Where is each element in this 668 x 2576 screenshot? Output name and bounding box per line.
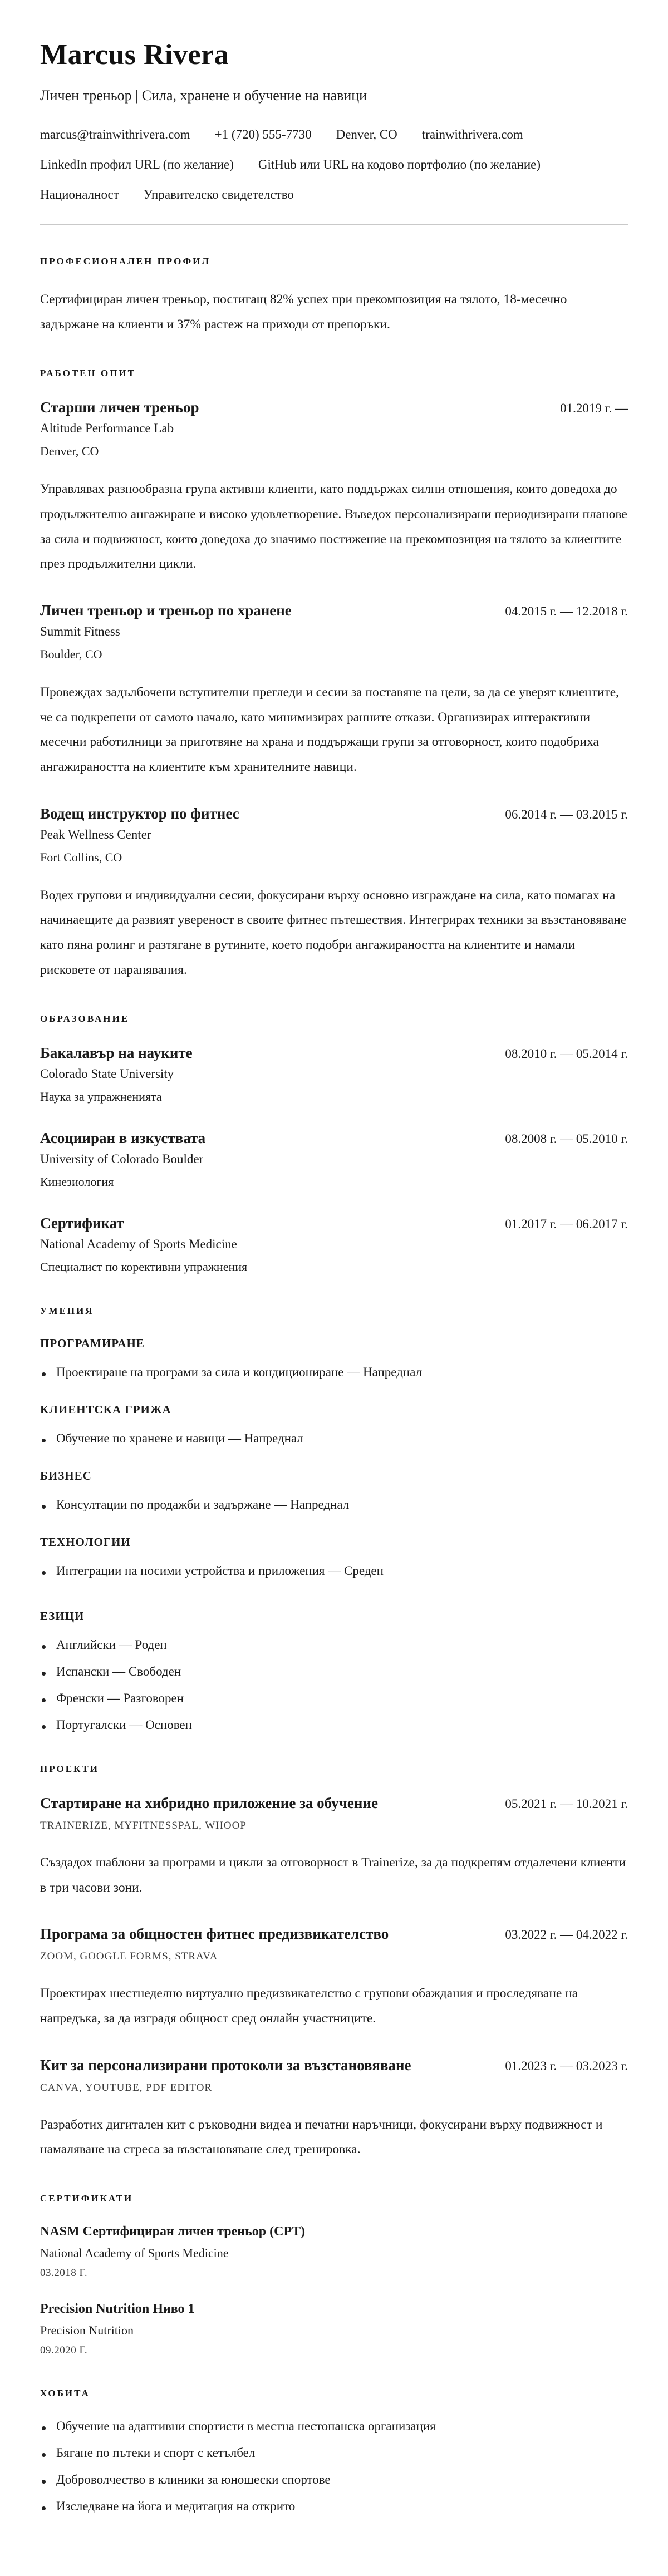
driving-license-text: Управителско свидетелство xyxy=(143,188,294,202)
project-title: Кит за персонализирани протоколи за възстановяване xyxy=(40,2056,411,2073)
job-item xyxy=(40,805,628,983)
certificate-org: National Academy of Sports Medicine xyxy=(40,2246,229,2260)
education-dates: 01.2017 г. — 06.2017 г. xyxy=(505,1217,628,1232)
project-item xyxy=(40,1925,628,2031)
section-work-experience xyxy=(40,368,628,982)
certificate-org: Precision Nutrition xyxy=(40,2323,134,2337)
certificate-date: 09.2020 Г. xyxy=(40,2344,88,2356)
bullet-icon xyxy=(42,1672,46,1676)
section-projects xyxy=(40,1764,628,2162)
job-company: Peak Wellness Center xyxy=(40,827,151,841)
education-item xyxy=(40,1215,628,1274)
school-name: National Academy of Sports Medicine xyxy=(40,1237,237,1252)
certificate-name: Precision Nutrition Ниво 1 xyxy=(40,2302,195,2316)
language-item xyxy=(40,1718,628,1732)
section-title-projects: ПРОЕКТИ xyxy=(40,1764,99,1775)
job-location: Boulder, CO xyxy=(40,647,102,662)
person-name: Marcus Rivera xyxy=(40,39,229,71)
contact-row-3 xyxy=(40,188,628,202)
education-header xyxy=(40,1215,628,1232)
bullet-icon xyxy=(42,2426,46,2430)
bullet-icon xyxy=(42,1571,46,1575)
project-description: Проектирах шестнеделно виртуално предизвикателство с групови обаждания и проследяване на напредъка, за да изградя общност сред онлайн участниците. xyxy=(40,1986,578,2026)
bullet-icon xyxy=(42,1698,46,1702)
tagline: Личен треньор | Сила, хранене и обучение на навици xyxy=(40,87,367,104)
header-divider xyxy=(40,224,628,225)
project-description: Създадох шаблони за програми и цикли за отговорност в Trainerize, за да подкрепям отдалечени клиенти в три часови зони. xyxy=(40,1855,626,1895)
section-certificates xyxy=(40,2193,628,2357)
job-description: Управлявах разнообразна група активни клиенти, като поддържах силни отношения, които доведоха до продължително ангажиране и високо удовлетворение. Въведох персонализирани периодизирани планове за сила и подвижност, които доведоха до значимо постижение на прекомпозиция на тялото за клиентите през продължителни цикли. xyxy=(40,482,627,572)
project-item xyxy=(40,2057,628,2162)
project-title: Стартиране на хибридно приложение за обучение xyxy=(40,1795,378,1812)
skill-group-title: ПРОГРАМИРАНЕ xyxy=(40,1337,145,1351)
profile-summary: Сертифициран личен треньор, постигащ 82% успех при прекомпозиция на тялото, 18-месечно задържане на клиенти и 37% растеж на приходи от препоръки. xyxy=(40,292,567,332)
bullet-icon xyxy=(42,1439,46,1442)
school-name: University of Colorado Boulder xyxy=(40,1152,204,1166)
hobby-text: Обучение на адаптивни спортисти в местна нестопанска организация xyxy=(56,2419,436,2433)
bullet-icon xyxy=(42,1505,46,1509)
bullet-icon xyxy=(42,2453,46,2457)
education-header xyxy=(40,1130,628,1147)
section-title-certificates: СЕРТИФИКАТИ xyxy=(40,2193,134,2204)
project-tools: TRAINERIZE, MYFITNESSPAL, WHOOP xyxy=(40,1820,247,1832)
location-text: Denver, CO xyxy=(336,127,397,142)
job-location: Denver, CO xyxy=(40,444,99,459)
job-header xyxy=(40,399,628,416)
skill-text: Интеграции на носими устройства и приложения — Среден xyxy=(56,1564,384,1578)
bullet-icon xyxy=(42,1645,46,1649)
project-dates: 05.2021 г. — 10.2021 г. xyxy=(505,1797,628,1811)
hobby-item xyxy=(40,2499,628,2514)
section-professional-profile xyxy=(40,256,628,337)
certificate-item xyxy=(40,2224,628,2279)
section-education xyxy=(40,1013,628,1274)
contact-row-1 xyxy=(40,127,628,142)
section-title-experience: РАБОТЕН ОПИТ xyxy=(40,368,136,379)
section-title-profile: ПРОФЕСИОНАЛЕН ПРОФИЛ xyxy=(40,256,211,267)
degree-title: Асоцииран в изкуствата xyxy=(40,1130,206,1147)
section-title-languages: ЕЗИЦИ xyxy=(40,1609,85,1623)
project-tools: CANVA, YOUTUBE, PDF EDITOR xyxy=(40,2081,213,2094)
linkedin-placeholder-text: LinkedIn профил URL (по желание) xyxy=(40,157,234,172)
job-header xyxy=(40,602,628,619)
field-of-study: Наука за упражненията xyxy=(40,1090,162,1104)
hobby-text: Изследване на йога и медитация на открито xyxy=(56,2499,296,2513)
education-dates: 08.2008 г. — 05.2010 г. xyxy=(505,1132,628,1146)
project-dates: 01.2023 г. — 03.2023 г. xyxy=(505,2058,628,2073)
job-description: Провеждах задълбочени вступителни прегледи и сесии за поставяне на цели, за да се уверят клиентите, че са подкрепени от самото начало, като минимизирах ранните откази. Организирах интерактивни месечни работилници за приготвяне на храна и поддържащи групи за отговорност, които подобриха ангажираността на клиентите към хранителните навици. xyxy=(40,685,620,774)
email-text: marcus@trainwithrivera.com xyxy=(40,127,190,142)
certificate-item xyxy=(40,2302,628,2357)
bullet-icon xyxy=(42,1725,46,1729)
website-text: trainwithrivera.com xyxy=(421,127,523,142)
job-title: Водещ инструктор по фитнес xyxy=(40,805,239,822)
job-dates: 04.2015 г. — 12.2018 г. xyxy=(505,604,628,619)
hobby-item xyxy=(40,2419,628,2434)
job-title: Личен треньор и треньор по хранене xyxy=(40,602,292,619)
project-header xyxy=(40,1925,628,1943)
field-of-study: Кинезиология xyxy=(40,1175,114,1189)
job-item xyxy=(40,602,628,780)
education-dates: 08.2010 г. — 05.2014 г. xyxy=(505,1047,628,1061)
project-tools: ZOOM, GOOGLE FORMS, STRAVA xyxy=(40,1951,218,1963)
project-description: Разработих дигитален кит с ръководни видеа и печатни наръчници, фокусирани върху подвижност и намаляване на стреса за възстановяване след тренировка. xyxy=(40,2117,603,2157)
job-header xyxy=(40,805,628,822)
skill-text: Обучение по хранене и навици — Напреднал xyxy=(56,1431,303,1446)
education-item xyxy=(40,1130,628,1189)
field-of-study: Специалист по корективни упражнения xyxy=(40,1260,248,1274)
section-title-education: ОБРАЗОВАНИЕ xyxy=(40,1013,130,1025)
hobby-text: Доброволчество в клиники за юношески спортове xyxy=(56,2472,331,2486)
section-hobbies xyxy=(40,2388,628,2514)
job-dates: 01.2019 г. — xyxy=(560,401,628,416)
project-item xyxy=(40,1795,628,1900)
job-title: Старши личен треньор xyxy=(40,399,199,416)
education-header xyxy=(40,1045,628,1062)
language-text: Френски — Разговорен xyxy=(56,1691,184,1706)
job-description: Водех групови и индивидуални сесии, фокусирани върху основно изграждане на сила, като помагах на начинаещите да развият увереност в своите фитнес пътешествия. Интегрирах техники за възстановяване като пяна ролинг и разтягане в рутините, което подобри ангажираността на клиентите и намали рисковете от наранявания. xyxy=(40,888,627,977)
education-item xyxy=(40,1045,628,1104)
github-placeholder-text: GitHub или URL на кодово портфолио (по желание) xyxy=(258,157,541,172)
language-text: Английски — Роден xyxy=(56,1638,167,1652)
phone-text: +1 (720) 555-7730 xyxy=(214,127,312,142)
skill-group-title: БИЗНЕС xyxy=(40,1469,92,1483)
section-skills xyxy=(40,1306,628,1578)
skill-text: Консултации по продажби и задържане — Напреднал xyxy=(56,1498,350,1512)
contact-row-2 xyxy=(40,157,628,172)
language-item xyxy=(40,1691,628,1706)
project-dates: 03.2022 г. — 04.2022 г. xyxy=(505,1928,628,1942)
hobby-item xyxy=(40,2446,628,2460)
skill-item xyxy=(40,1498,628,1512)
job-company: Altitude Performance Lab xyxy=(40,421,174,436)
degree-title: Бакалавър на науките xyxy=(40,1045,193,1062)
section-languages xyxy=(40,1609,628,1732)
school-name: Colorado State University xyxy=(40,1067,174,1081)
certificate-date: 03.2018 Г. xyxy=(40,2267,88,2279)
language-text: Португалски — Основен xyxy=(56,1718,192,1732)
skill-item xyxy=(40,1564,628,1578)
job-item xyxy=(40,399,628,577)
section-title-skills: УМЕНИЯ xyxy=(40,1306,94,1317)
language-item xyxy=(40,1638,628,1652)
nationality-text: Националност xyxy=(40,188,119,202)
header xyxy=(40,39,628,225)
hobby-text: Бягане по пътеки и спорт с кетълбел xyxy=(56,2446,256,2460)
project-header xyxy=(40,2057,628,2074)
hobby-item xyxy=(40,2472,628,2487)
degree-title: Сертификат xyxy=(40,1215,124,1232)
bullet-icon xyxy=(42,2480,46,2484)
certificate-name: NASM Сертифициран личен треньор (CPT) xyxy=(40,2224,306,2239)
project-header xyxy=(40,1795,628,1812)
skill-text: Проектиране на програми за сила и кондициониране — Напреднал xyxy=(56,1365,423,1380)
job-dates: 06.2014 г. — 03.2015 г. xyxy=(505,807,628,821)
bullet-icon xyxy=(42,2506,46,2510)
job-company: Summit Fitness xyxy=(40,624,120,639)
language-item xyxy=(40,1664,628,1679)
section-title-hobbies: ХОБИТА xyxy=(40,2388,90,2398)
bullet-icon xyxy=(42,1372,46,1376)
skill-item xyxy=(40,1431,628,1446)
project-title: Програма за общностен фитнес предизвикателство xyxy=(40,1925,389,1943)
skill-group-title: КЛИЕНТСКА ГРИЖА xyxy=(40,1403,171,1417)
language-text: Испански — Свободен xyxy=(56,1664,181,1679)
skill-item xyxy=(40,1365,628,1380)
skill-group-title: ТЕХНОЛОГИИ xyxy=(40,1535,131,1549)
job-location: Fort Collins, CO xyxy=(40,850,122,864)
